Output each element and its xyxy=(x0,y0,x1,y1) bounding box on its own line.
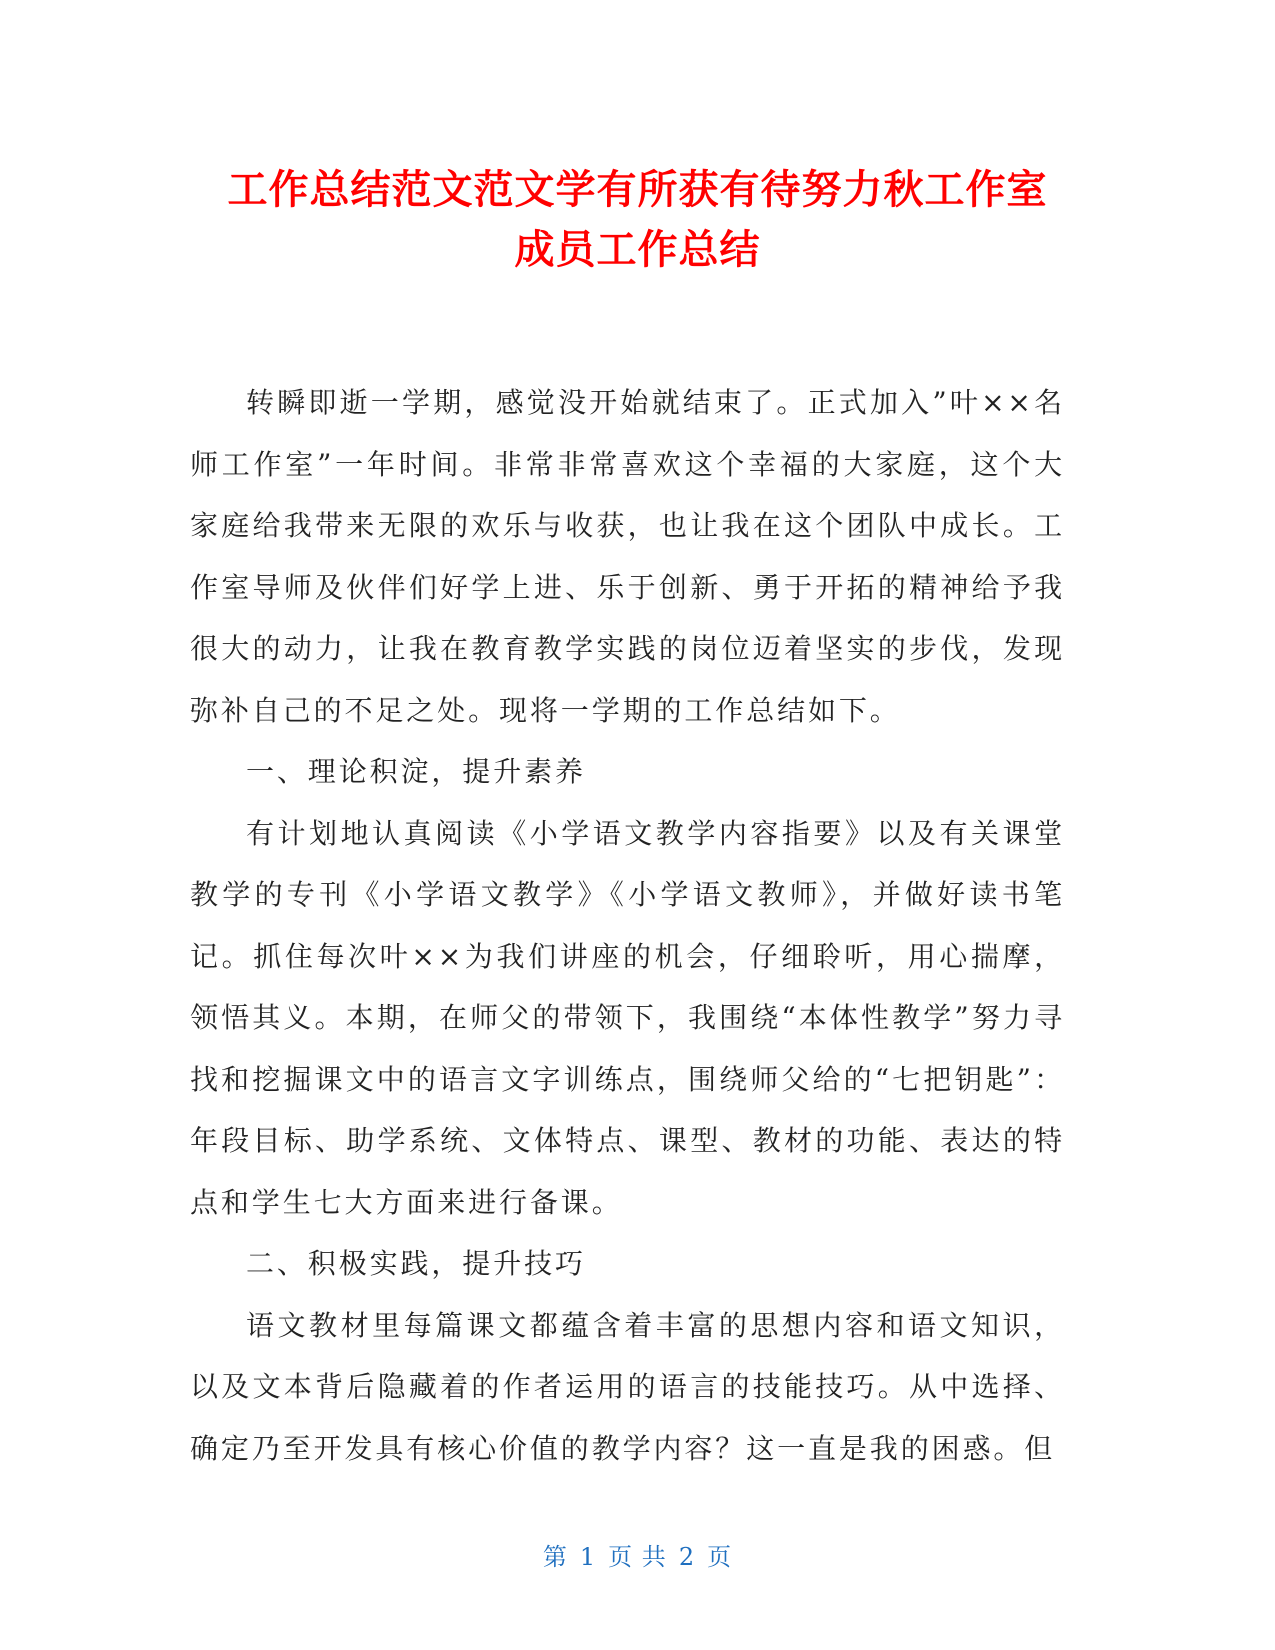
page-footer xyxy=(0,1537,1275,1572)
footer-suffix: 页 xyxy=(707,1543,733,1571)
title-line-2: 成员工作总结 xyxy=(514,227,761,273)
section-2-paragraph: 语文教材里每篇课文都蕴含着丰富的思想内容和语文知识，以及文本背后隐藏着的作者运用的语言的技能技巧。从中选择、确定乃至开发具有核心价值的教学内容？这一直是我的困惑。但 xyxy=(190,1308,1065,1465)
intro-paragraph: 转瞬即逝一学期，感觉没开始就结束了。正式加入”叶××名师工作室”一年时间。非常非常喜欢这个幸福的大家庭，这个大家庭给我带来无限的欢乐与收获，也让我在这个团队中成长。工作室导师及伙伴们好学上进、乐于创新、勇于开拓的精神给予我很大的动力，让我在教育教学实践的岗位迈着坚实的步伐，发现弥补自己的不足之处。现将一学期的工作总结如下。 xyxy=(190,386,1065,727)
section-heading-1: 一、理论积淀，提升素养 xyxy=(246,755,586,788)
footer-middle: 页 共 xyxy=(608,1543,667,1571)
section-heading-2: 二、积极实践，提升技巧 xyxy=(246,1247,586,1280)
document-title xyxy=(150,160,1125,280)
section-1-paragraph: 有计划地认真阅读《小学语文教学内容指要》以及有关课堂教学的专刊《小学语文教学》《小学语文教师》，并做好读书笔记。抓住每次叶××为我们讲座的机会，仔细聆听，用心揣摩，领悟其义。本期，在师父的带领下，我围绕“本体性教学”努力寻找和挖掘课文中的语言文字训练点，围绕师父给的“七把钥匙”：年段目标、助学系统、文体特点、课型、教材的功能、表达的特点和学生七大方面来进行备课。 xyxy=(190,816,1065,1219)
title-line-1: 工作总结范文范文学有所获有待努力秋工作室 xyxy=(227,167,1048,213)
document-body xyxy=(190,372,1065,1479)
footer-current-page: 1 xyxy=(579,1543,597,1571)
footer-total-pages: 2 xyxy=(678,1543,696,1571)
footer-prefix: 第 xyxy=(542,1543,568,1571)
